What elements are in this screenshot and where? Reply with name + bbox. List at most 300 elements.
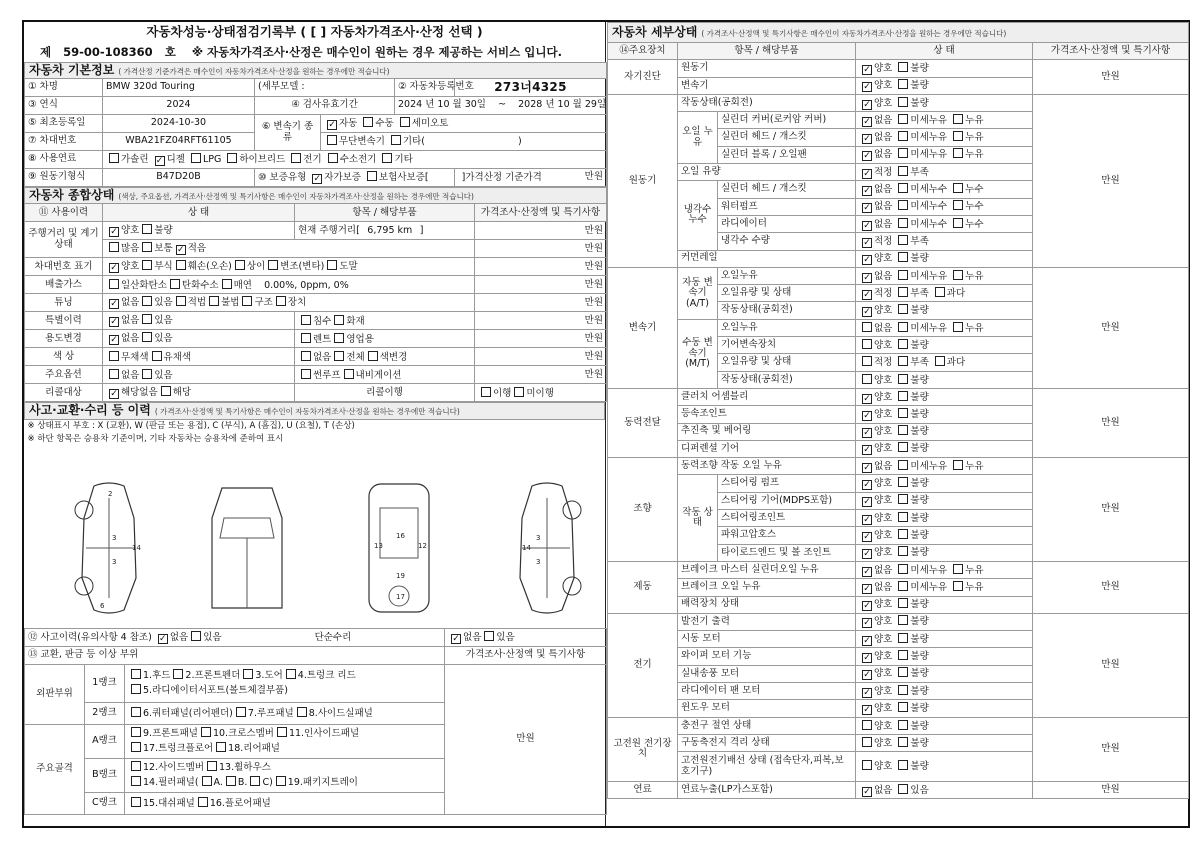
- detail-item: 윈도우 모터: [678, 700, 856, 717]
- detail-item: 실린더 블록 / 오일팬: [718, 146, 856, 163]
- state-checkbox[interactable]: [898, 322, 908, 332]
- diagram-label-2: 2: [108, 490, 113, 498]
- state-checkbox[interactable]: [898, 235, 908, 245]
- detail-group-label: 동력전달: [608, 388, 678, 457]
- state-option-label: 양호: [874, 62, 893, 74]
- col-detail-price: 가격조사·산정액 및 특기사항: [1033, 43, 1189, 60]
- state-option-label: 양호: [874, 478, 893, 490]
- state-checkbox[interactable]: [898, 131, 908, 141]
- state-checkbox[interactable]: [953, 270, 963, 280]
- mileage-state-opts: ✓ 양호 불량: [103, 222, 295, 240]
- state-checkbox[interactable]: [898, 760, 908, 770]
- state-checkbox[interactable]: ✓: [863, 786, 871, 797]
- state-checkbox[interactable]: [898, 442, 908, 452]
- recall-none-checkbox[interactable]: ✓: [110, 389, 118, 400]
- state-checkbox[interactable]: [898, 650, 908, 660]
- state-option-label: 양호: [874, 761, 893, 773]
- detail-row: [608, 60, 1189, 77]
- pillar-a-checkbox[interactable]: [202, 776, 212, 786]
- state-checkbox[interactable]: [898, 546, 908, 556]
- mileage-few-checkbox[interactable]: ✓: [176, 245, 185, 256]
- state-checkbox[interactable]: ✓: [863, 64, 871, 75]
- emission-price: 만원: [475, 276, 607, 294]
- state-checkbox[interactable]: ✓: [863, 687, 871, 698]
- detail-state: [856, 458, 1033, 475]
- state-option-label: 양호: [874, 599, 893, 611]
- state-checkbox[interactable]: [898, 183, 908, 193]
- state-checkbox[interactable]: ✓: [863, 116, 871, 127]
- vin-value: WBA21FZ04RFT61105: [103, 133, 255, 151]
- state-option-label: 양호: [874, 391, 893, 403]
- state-option-label: 없음: [874, 184, 893, 196]
- state-checkbox[interactable]: [862, 322, 872, 332]
- accident-history-table: [24, 628, 607, 815]
- detail-item: 기어변속장치: [718, 337, 856, 354]
- state-checkbox[interactable]: [898, 685, 908, 695]
- inspect-label: ④ 검사유효기간: [255, 97, 395, 115]
- state-checkbox[interactable]: ✓: [863, 514, 871, 525]
- trans-auto-checkbox[interactable]: ✓: [328, 120, 336, 131]
- state-checkbox[interactable]: ✓: [863, 653, 871, 664]
- recall-yes-checkbox[interactable]: [161, 386, 171, 396]
- state-checkbox[interactable]: [898, 114, 908, 124]
- part-15-checkbox[interactable]: [131, 797, 141, 807]
- state-checkbox[interactable]: [953, 114, 963, 124]
- option-none-checkbox[interactable]: [109, 369, 119, 379]
- state-option-label: 미세누유: [910, 564, 948, 576]
- detail-state: [856, 561, 1033, 578]
- part-8-checkbox[interactable]: [297, 707, 307, 717]
- state-checkbox[interactable]: ✓: [863, 307, 871, 318]
- diagram-label-3: 3: [112, 534, 117, 542]
- state-option-label: 적정: [874, 357, 893, 369]
- repair-none-checkbox[interactable]: ✓: [452, 634, 460, 644]
- state-checkbox[interactable]: [898, 615, 908, 625]
- color-chromatic-checkbox[interactable]: [152, 351, 162, 361]
- pillar-c-checkbox[interactable]: [250, 776, 260, 786]
- state-checkbox[interactable]: ✓: [863, 410, 871, 421]
- part-18-checkbox[interactable]: [216, 742, 226, 752]
- state-checkbox[interactable]: [898, 270, 908, 280]
- state-checkbox[interactable]: [862, 374, 872, 384]
- state-checkbox[interactable]: [862, 760, 872, 770]
- state-checkbox[interactable]: [953, 581, 963, 591]
- detail-item: 냉각수 수량: [718, 233, 856, 250]
- tuning-illegal-checkbox[interactable]: [209, 296, 219, 306]
- col-detail-state: 상 태: [856, 43, 1033, 60]
- part-13-checkbox[interactable]: [207, 761, 217, 771]
- part-11-checkbox[interactable]: [277, 727, 287, 737]
- color-achromatic-checkbox[interactable]: [109, 351, 119, 361]
- state-checkbox[interactable]: [898, 512, 908, 522]
- state-option-label: 부족: [910, 166, 929, 178]
- state-checkbox[interactable]: ✓: [863, 134, 871, 145]
- option-type-opts: 썬루프 내비게이션: [295, 366, 475, 384]
- state-checkbox[interactable]: [898, 391, 908, 401]
- rank1-label: 1랭크: [85, 665, 125, 703]
- detail-item: 와이퍼 모터 기능: [678, 648, 856, 665]
- diagram-label-6: 6: [100, 602, 105, 610]
- state-option-label: 양호: [874, 426, 893, 438]
- detail-header: 자동차 세부상태 ( 가격조사·산정액 및 특기사항은 매수인이 자동차가격조사·산정을 원하는 경우에만 적습니다): [608, 23, 1189, 43]
- accident-legend2: ※ 하단 항목은 승용차 기준이며, 기타 자동차는 승용차에 준하여 표시: [27, 434, 284, 445]
- part-9-checkbox[interactable]: [131, 727, 141, 737]
- state-checkbox[interactable]: ✓: [863, 186, 871, 197]
- detail-subgroup-label: 자동 변속기 (A/T): [678, 267, 718, 319]
- state-option-label: 양호: [874, 668, 893, 680]
- fuel-diesel-checkbox[interactable]: ✓: [155, 156, 164, 167]
- mileage-good-checkbox[interactable]: ✓: [110, 227, 118, 238]
- detail-item: 디퍼렌셜 기어: [678, 440, 856, 457]
- col-history: ⑪ 사용이력: [25, 204, 103, 222]
- diagram-label-16: 16: [396, 532, 405, 540]
- detail-item: 등속조인트: [678, 406, 856, 423]
- detail-item: 실린더 헤드 / 개스킷: [718, 129, 856, 146]
- state-checkbox[interactable]: ✓: [863, 601, 871, 612]
- state-checkbox[interactable]: ✓: [863, 428, 871, 439]
- part-5-checkbox[interactable]: [131, 684, 141, 694]
- part-16-checkbox[interactable]: [198, 797, 208, 807]
- detail-state: [856, 579, 1033, 596]
- state-checkbox[interactable]: [898, 564, 908, 574]
- state-checkbox[interactable]: ✓: [863, 670, 871, 681]
- rankB-label: B랭크: [85, 759, 125, 793]
- state-option-label: 불량: [910, 426, 929, 438]
- state-checkbox[interactable]: [898, 79, 908, 89]
- state-checkbox[interactable]: ✓: [863, 704, 871, 715]
- part-2-checkbox[interactable]: [173, 669, 183, 679]
- state-checkbox[interactable]: [898, 200, 908, 210]
- part-4-checkbox[interactable]: [286, 669, 296, 679]
- fuel-other-checkbox[interactable]: [382, 153, 392, 163]
- detail-item: 파워고압호스: [718, 527, 856, 544]
- detail-state: [856, 665, 1033, 682]
- fuel-hydrogen-checkbox[interactable]: [328, 153, 338, 163]
- state-checkbox[interactable]: ✓: [863, 168, 871, 179]
- usage-opts: ✓ 없음 있음: [103, 330, 295, 348]
- part-6-checkbox[interactable]: [131, 707, 141, 717]
- rankA-label: A랭크: [85, 725, 125, 759]
- state-checkbox[interactable]: ✓: [863, 237, 871, 248]
- state-checkbox[interactable]: [898, 356, 908, 366]
- tuning-device-checkbox[interactable]: [276, 296, 286, 306]
- emission-smoke-checkbox[interactable]: [222, 279, 232, 289]
- state-option-label: 누유: [965, 564, 984, 576]
- state-option-label: 양호: [874, 529, 893, 541]
- trans-other-checkbox[interactable]: [391, 135, 401, 145]
- detail-state: [856, 337, 1033, 354]
- usage-business-checkbox[interactable]: [334, 333, 344, 343]
- exchange-price: 만원: [445, 665, 607, 815]
- state-checkbox[interactable]: ✓: [863, 99, 871, 110]
- state-option-label: 불량: [910, 97, 929, 109]
- state-checkbox[interactable]: [898, 784, 908, 794]
- tuning-structure-checkbox[interactable]: [242, 296, 252, 306]
- detail-state: [856, 700, 1033, 717]
- accident-none-checkbox[interactable]: ✓: [159, 634, 167, 644]
- color-none-checkbox[interactable]: [301, 351, 311, 361]
- state-checkbox[interactable]: [953, 148, 963, 158]
- special-type-opts: 침수 화재: [295, 312, 475, 330]
- state-checkbox[interactable]: [898, 218, 908, 228]
- state-checkbox[interactable]: [862, 720, 872, 730]
- state-checkbox[interactable]: [898, 425, 908, 435]
- state-checkbox[interactable]: ✓: [863, 618, 871, 629]
- state-checkbox[interactable]: ✓: [863, 82, 871, 93]
- state-checkbox[interactable]: [953, 183, 963, 193]
- overall-condition-table: [24, 187, 607, 402]
- state-checkbox[interactable]: [898, 62, 908, 72]
- trans-cvt-checkbox[interactable]: [327, 135, 337, 145]
- first-reg-value: 2024-10-30: [103, 115, 255, 133]
- color-change-checkbox[interactable]: [368, 351, 378, 361]
- vin-diff-checkbox[interactable]: [235, 260, 245, 270]
- state-checkbox[interactable]: [898, 702, 908, 712]
- color-label: 색 상: [25, 348, 103, 366]
- detail-item: 클러치 어셈블리: [678, 388, 856, 405]
- detail-row: [608, 458, 1189, 475]
- fuel-hybrid-checkbox[interactable]: [227, 153, 237, 163]
- mileage-many-checkbox[interactable]: [109, 242, 119, 252]
- state-checkbox[interactable]: ✓: [863, 289, 871, 300]
- vin-painted-checkbox[interactable]: [327, 260, 337, 270]
- state-option-label: 양호: [874, 702, 893, 714]
- state-option-label: 불량: [910, 547, 929, 559]
- detail-price: 만원: [1033, 267, 1189, 388]
- state-checkbox[interactable]: [935, 356, 945, 366]
- special-fire-checkbox[interactable]: [334, 315, 344, 325]
- detail-price: 만원: [1033, 388, 1189, 457]
- vin-good-checkbox[interactable]: ✓: [110, 263, 118, 274]
- usage-yes-checkbox[interactable]: [142, 332, 152, 342]
- state-checkbox[interactable]: [898, 339, 908, 349]
- repair-yes-checkbox[interactable]: [484, 631, 494, 641]
- detail-item: 스티어링 기어(MDPS포함): [718, 492, 856, 509]
- recall-done-checkbox[interactable]: [481, 387, 491, 397]
- detail-state: [856, 406, 1033, 423]
- vin-corrosion-checkbox[interactable]: [142, 260, 152, 270]
- first-reg-label: ⑤ 최초등록일: [25, 115, 103, 133]
- detail-item: 작동상태(공회전): [718, 302, 856, 319]
- state-checkbox[interactable]: [862, 356, 872, 366]
- warranty-self-checkbox[interactable]: ✓: [313, 174, 322, 185]
- trans-options-row2: 무단변속기 기타( ): [321, 133, 607, 151]
- state-option-label: 적정: [874, 235, 893, 247]
- part-3-checkbox[interactable]: [243, 669, 253, 679]
- state-option-label: 양호: [874, 685, 893, 697]
- part-17-checkbox[interactable]: [131, 742, 141, 752]
- detail-state: [856, 112, 1033, 129]
- state-checkbox[interactable]: ✓: [863, 635, 871, 646]
- trans-semi-checkbox[interactable]: [400, 117, 410, 127]
- detail-state: [856, 371, 1033, 388]
- option-navi-checkbox[interactable]: [344, 369, 354, 379]
- tuning-yes-checkbox[interactable]: [142, 296, 152, 306]
- state-checkbox[interactable]: ✓: [863, 203, 871, 214]
- usage-rent-checkbox[interactable]: [301, 333, 311, 343]
- diagram-label-3d: 3: [536, 558, 541, 566]
- state-option-label: 누유: [965, 581, 984, 593]
- fuel-gasoline-checkbox[interactable]: [109, 153, 119, 163]
- state-option-label: 불량: [910, 737, 929, 749]
- state-checkbox[interactable]: ✓: [863, 220, 871, 231]
- state-checkbox[interactable]: [953, 200, 963, 210]
- pillar-b-checkbox[interactable]: [226, 776, 236, 786]
- state-option-label: 불량: [910, 616, 929, 628]
- detail-state: [856, 631, 1033, 648]
- state-option-label: 불량: [910, 685, 929, 697]
- state-option-label: 양호: [874, 616, 893, 628]
- detail-state: [856, 60, 1033, 77]
- state-checkbox[interactable]: [898, 720, 908, 730]
- state-checkbox[interactable]: [898, 667, 908, 677]
- car-right-side-diagram: [492, 478, 602, 618]
- state-checkbox[interactable]: ✓: [863, 480, 871, 491]
- state-checkbox[interactable]: [898, 408, 908, 418]
- state-checkbox[interactable]: [862, 737, 872, 747]
- detail-state: [856, 423, 1033, 440]
- vin-altered-checkbox[interactable]: [268, 260, 278, 270]
- state-checkbox[interactable]: [935, 287, 945, 297]
- state-option-label: 불량: [910, 651, 929, 663]
- state-option-label: 양호: [874, 443, 893, 455]
- state-checkbox[interactable]: [898, 581, 908, 591]
- mileage-bad-checkbox[interactable]: [142, 224, 152, 234]
- engine-type-value: B47D20B: [103, 169, 255, 187]
- state-option-label: 양호: [874, 512, 893, 524]
- diagram-label-12: 12: [418, 542, 427, 550]
- state-checkbox[interactable]: [898, 166, 908, 176]
- mileage-normal-checkbox[interactable]: [142, 242, 152, 252]
- option-yes-checkbox[interactable]: [142, 369, 152, 379]
- state-option-label: 양호: [874, 305, 893, 317]
- state-checkbox[interactable]: [898, 97, 908, 107]
- state-option-label: 양호: [874, 720, 893, 732]
- recall-notdone-checkbox[interactable]: [514, 387, 524, 397]
- rankA-items: 9.프론트패널 10.크로스멤버 11.인사이드패널 17.트렁크플로어 18.리어패널: [125, 725, 445, 759]
- state-option-label: 불량: [910, 339, 929, 351]
- state-checkbox[interactable]: ✓: [863, 549, 871, 560]
- color-all-checkbox[interactable]: [334, 351, 344, 361]
- state-checkbox[interactable]: ✓: [863, 255, 871, 266]
- part-1-checkbox[interactable]: [131, 669, 141, 679]
- state-option-label: 없음: [874, 218, 893, 230]
- state-checkbox[interactable]: [953, 322, 963, 332]
- state-option-label: 불량: [910, 62, 929, 74]
- vin-damage-checkbox[interactable]: [176, 260, 186, 270]
- state-checkbox[interactable]: ✓: [863, 583, 871, 594]
- state-checkbox[interactable]: [898, 148, 908, 158]
- detail-item: 브레이크 오일 누유: [678, 579, 856, 596]
- fuel-lpg-checkbox[interactable]: [191, 153, 201, 163]
- state-option-label: 불량: [910, 495, 929, 507]
- special-none-checkbox[interactable]: ✓: [110, 317, 118, 328]
- state-checkbox[interactable]: ✓: [863, 393, 871, 404]
- state-checkbox[interactable]: [953, 218, 963, 228]
- reg-no-value: 273너4325: [455, 79, 607, 97]
- part-19-checkbox[interactable]: [276, 776, 286, 786]
- special-yes-checkbox[interactable]: [142, 314, 152, 324]
- state-option-label: 없음: [874, 581, 893, 593]
- tuning-none-checkbox[interactable]: ✓: [110, 299, 118, 310]
- car-diagram-area: [24, 478, 606, 622]
- part-10-checkbox[interactable]: [201, 727, 211, 737]
- accident-yes-checkbox[interactable]: [191, 631, 201, 641]
- part-12-checkbox[interactable]: [131, 761, 141, 771]
- detail-item: 라디에이터 팬 모터: [678, 682, 856, 699]
- state-checkbox[interactable]: [953, 131, 963, 141]
- state-option-label: 미세누유: [910, 270, 948, 282]
- detail-table: [607, 22, 1189, 799]
- option-sunroof-checkbox[interactable]: [301, 369, 311, 379]
- emission-hc-checkbox[interactable]: [170, 279, 180, 289]
- state-checkbox[interactable]: ✓: [863, 445, 871, 456]
- state-checkbox[interactable]: ✓: [863, 497, 871, 508]
- detail-state: [856, 613, 1033, 630]
- detail-item: 발전기 출력: [678, 613, 856, 630]
- state-checkbox[interactable]: [898, 304, 908, 314]
- detail-item: 오일누유: [718, 267, 856, 284]
- state-option-label: 미세누유: [910, 581, 948, 593]
- state-checkbox[interactable]: ✓: [863, 531, 871, 542]
- state-checkbox[interactable]: ✓: [863, 272, 871, 283]
- doc-no-suffix: 호: [164, 45, 176, 59]
- special-flood-checkbox[interactable]: [301, 315, 311, 325]
- trans-manual-checkbox[interactable]: [363, 117, 373, 127]
- detail-item: 연료누출(LP가스포함): [678, 782, 856, 799]
- vin-mark-price: 만원: [475, 258, 607, 276]
- usage-price: 만원: [475, 330, 607, 348]
- year-value: 2024: [103, 97, 255, 115]
- tuning-legal-checkbox[interactable]: [176, 296, 186, 306]
- state-checkbox[interactable]: [898, 287, 908, 297]
- state-checkbox[interactable]: ✓: [863, 462, 871, 473]
- fuel-electric-checkbox[interactable]: [291, 153, 301, 163]
- state-option-label: 양호: [874, 495, 893, 507]
- state-checkbox[interactable]: [898, 529, 908, 539]
- state-option-label: 누수: [965, 201, 984, 213]
- state-checkbox[interactable]: [898, 494, 908, 504]
- detail-state: [856, 164, 1033, 181]
- warranty-insurance-checkbox[interactable]: [367, 171, 377, 181]
- state-checkbox[interactable]: [898, 252, 908, 262]
- part-14-checkbox[interactable]: [131, 776, 141, 786]
- state-checkbox[interactable]: [898, 737, 908, 747]
- usage-none-checkbox[interactable]: ✓: [110, 335, 118, 346]
- detail-state: [856, 354, 1033, 371]
- part-7-checkbox[interactable]: [236, 707, 246, 717]
- state-checkbox[interactable]: [953, 564, 963, 574]
- state-checkbox[interactable]: [898, 460, 908, 470]
- document-number-line: [24, 42, 605, 62]
- state-option-label: 적정: [874, 287, 893, 299]
- state-checkbox[interactable]: ✓: [863, 151, 871, 162]
- detail-price: 만원: [1033, 94, 1189, 267]
- state-checkbox[interactable]: [898, 374, 908, 384]
- state-checkbox[interactable]: [898, 633, 908, 643]
- state-option-label: 불량: [910, 80, 929, 92]
- emission-co-checkbox[interactable]: [109, 279, 119, 289]
- state-checkbox[interactable]: [898, 477, 908, 487]
- state-checkbox[interactable]: [953, 460, 963, 470]
- accident-header-table: [24, 402, 605, 447]
- detail-item: 시동 모터: [678, 631, 856, 648]
- state-checkbox[interactable]: [862, 339, 872, 349]
- state-checkbox[interactable]: [898, 598, 908, 608]
- accident-history-row: ⑫ 사고이력(유의사항 4 참조) ✓ 없음 있음 단순수리: [25, 629, 445, 647]
- state-checkbox[interactable]: ✓: [863, 566, 871, 577]
- state-option-label: 과다: [946, 287, 966, 299]
